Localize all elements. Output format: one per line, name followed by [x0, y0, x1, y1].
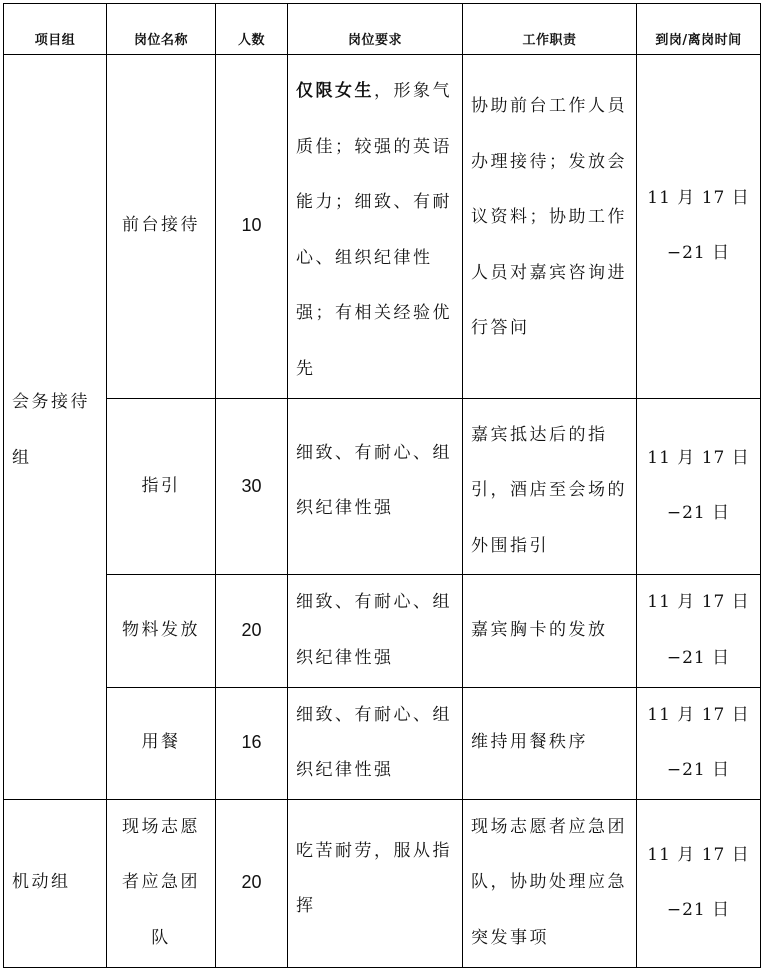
header-duty: 工作职责 — [463, 4, 637, 55]
count-cell: 30 — [216, 398, 288, 575]
requirement-cell — [288, 575, 463, 687]
time-end: −21 日 — [666, 900, 731, 921]
time-cell — [637, 575, 761, 687]
table-row — [4, 55, 761, 399]
requirement-text: ，形象气质佳；较强的英语能力；细致、有耐心、组织纪律性强；有相关经验优先 — [296, 81, 452, 379]
time-start: 11 月 17 日 — [647, 592, 750, 613]
position-text: 现场志愿者应急团队 — [122, 816, 200, 948]
table-row — [4, 799, 761, 967]
duty-cell — [463, 575, 637, 687]
duty-text: 嘉宾胸卡的发放 — [471, 620, 608, 641]
requirement-text: 细致、有耐心、组织纪律性强 — [296, 442, 452, 519]
requirement-cell — [288, 398, 463, 575]
requirement-text: 吃苦耐劳，服从指挥 — [296, 840, 452, 917]
duty-text: 现场志愿者应急团队，协助处理应急突发事项 — [471, 816, 627, 948]
duty-cell — [463, 55, 637, 399]
header-position: 岗位名称 — [107, 4, 216, 55]
time-cell — [637, 55, 761, 399]
count-cell: 20 — [216, 575, 288, 687]
group-name: 会务接待组 — [12, 392, 90, 468]
requirement-emphasis: 仅限女生 — [296, 81, 374, 101]
requirement-text: 细致、有耐心、组织纪律性强 — [296, 592, 452, 668]
time-end: −21 日 — [666, 647, 731, 668]
time-start: 11 月 17 日 — [647, 844, 750, 865]
header-requirement: 岗位要求 — [288, 4, 463, 55]
group-cell — [4, 799, 107, 967]
duty-cell — [463, 398, 637, 575]
time-cell — [637, 687, 761, 799]
requirement-cell — [288, 687, 463, 799]
count-cell: 16 — [216, 687, 288, 799]
time-cell — [637, 398, 761, 575]
position-cell — [107, 799, 216, 967]
time-end: −21 日 — [666, 503, 731, 524]
header-count: 人数 — [216, 4, 288, 55]
table-row — [4, 398, 761, 575]
time-end: −21 日 — [666, 243, 731, 264]
count-cell: 20 — [216, 799, 288, 967]
header-row — [4, 4, 761, 55]
header-group: 项目组 — [4, 4, 107, 55]
duty-text: 嘉宾抵达后的指引，酒店至会场的外围指引 — [471, 424, 627, 556]
group-name: 机动组 — [12, 872, 71, 893]
requirement-text: 细致、有耐心、组织纪律性强 — [296, 704, 452, 781]
time-start: 11 月 17 日 — [647, 447, 750, 468]
volunteer-positions-table — [3, 3, 761, 968]
duty-text: 维持用餐秩序 — [471, 732, 588, 753]
table-row — [4, 687, 761, 799]
header-time: 到岗/离岗时间 — [637, 4, 761, 55]
position-cell: 指引 — [107, 398, 216, 575]
duty-cell — [463, 799, 637, 967]
position-cell: 前台接待 — [107, 55, 216, 399]
group-cell — [4, 55, 107, 800]
time-start: 11 月 17 日 — [647, 704, 750, 725]
duty-cell — [463, 687, 637, 799]
time-start: 11 月 17 日 — [647, 187, 750, 208]
duty-text: 协助前台工作人员办理接待；发放会议资料；协助工作人员对嘉宾咨询进行答问 — [471, 96, 627, 339]
requirement-cell — [288, 799, 463, 967]
position-cell: 用餐 — [107, 687, 216, 799]
time-cell — [637, 799, 761, 967]
position-cell: 物料发放 — [107, 575, 216, 687]
table-row — [4, 575, 761, 687]
requirement-cell — [288, 55, 463, 399]
time-end: −21 日 — [666, 760, 731, 781]
count-cell: 10 — [216, 55, 288, 399]
